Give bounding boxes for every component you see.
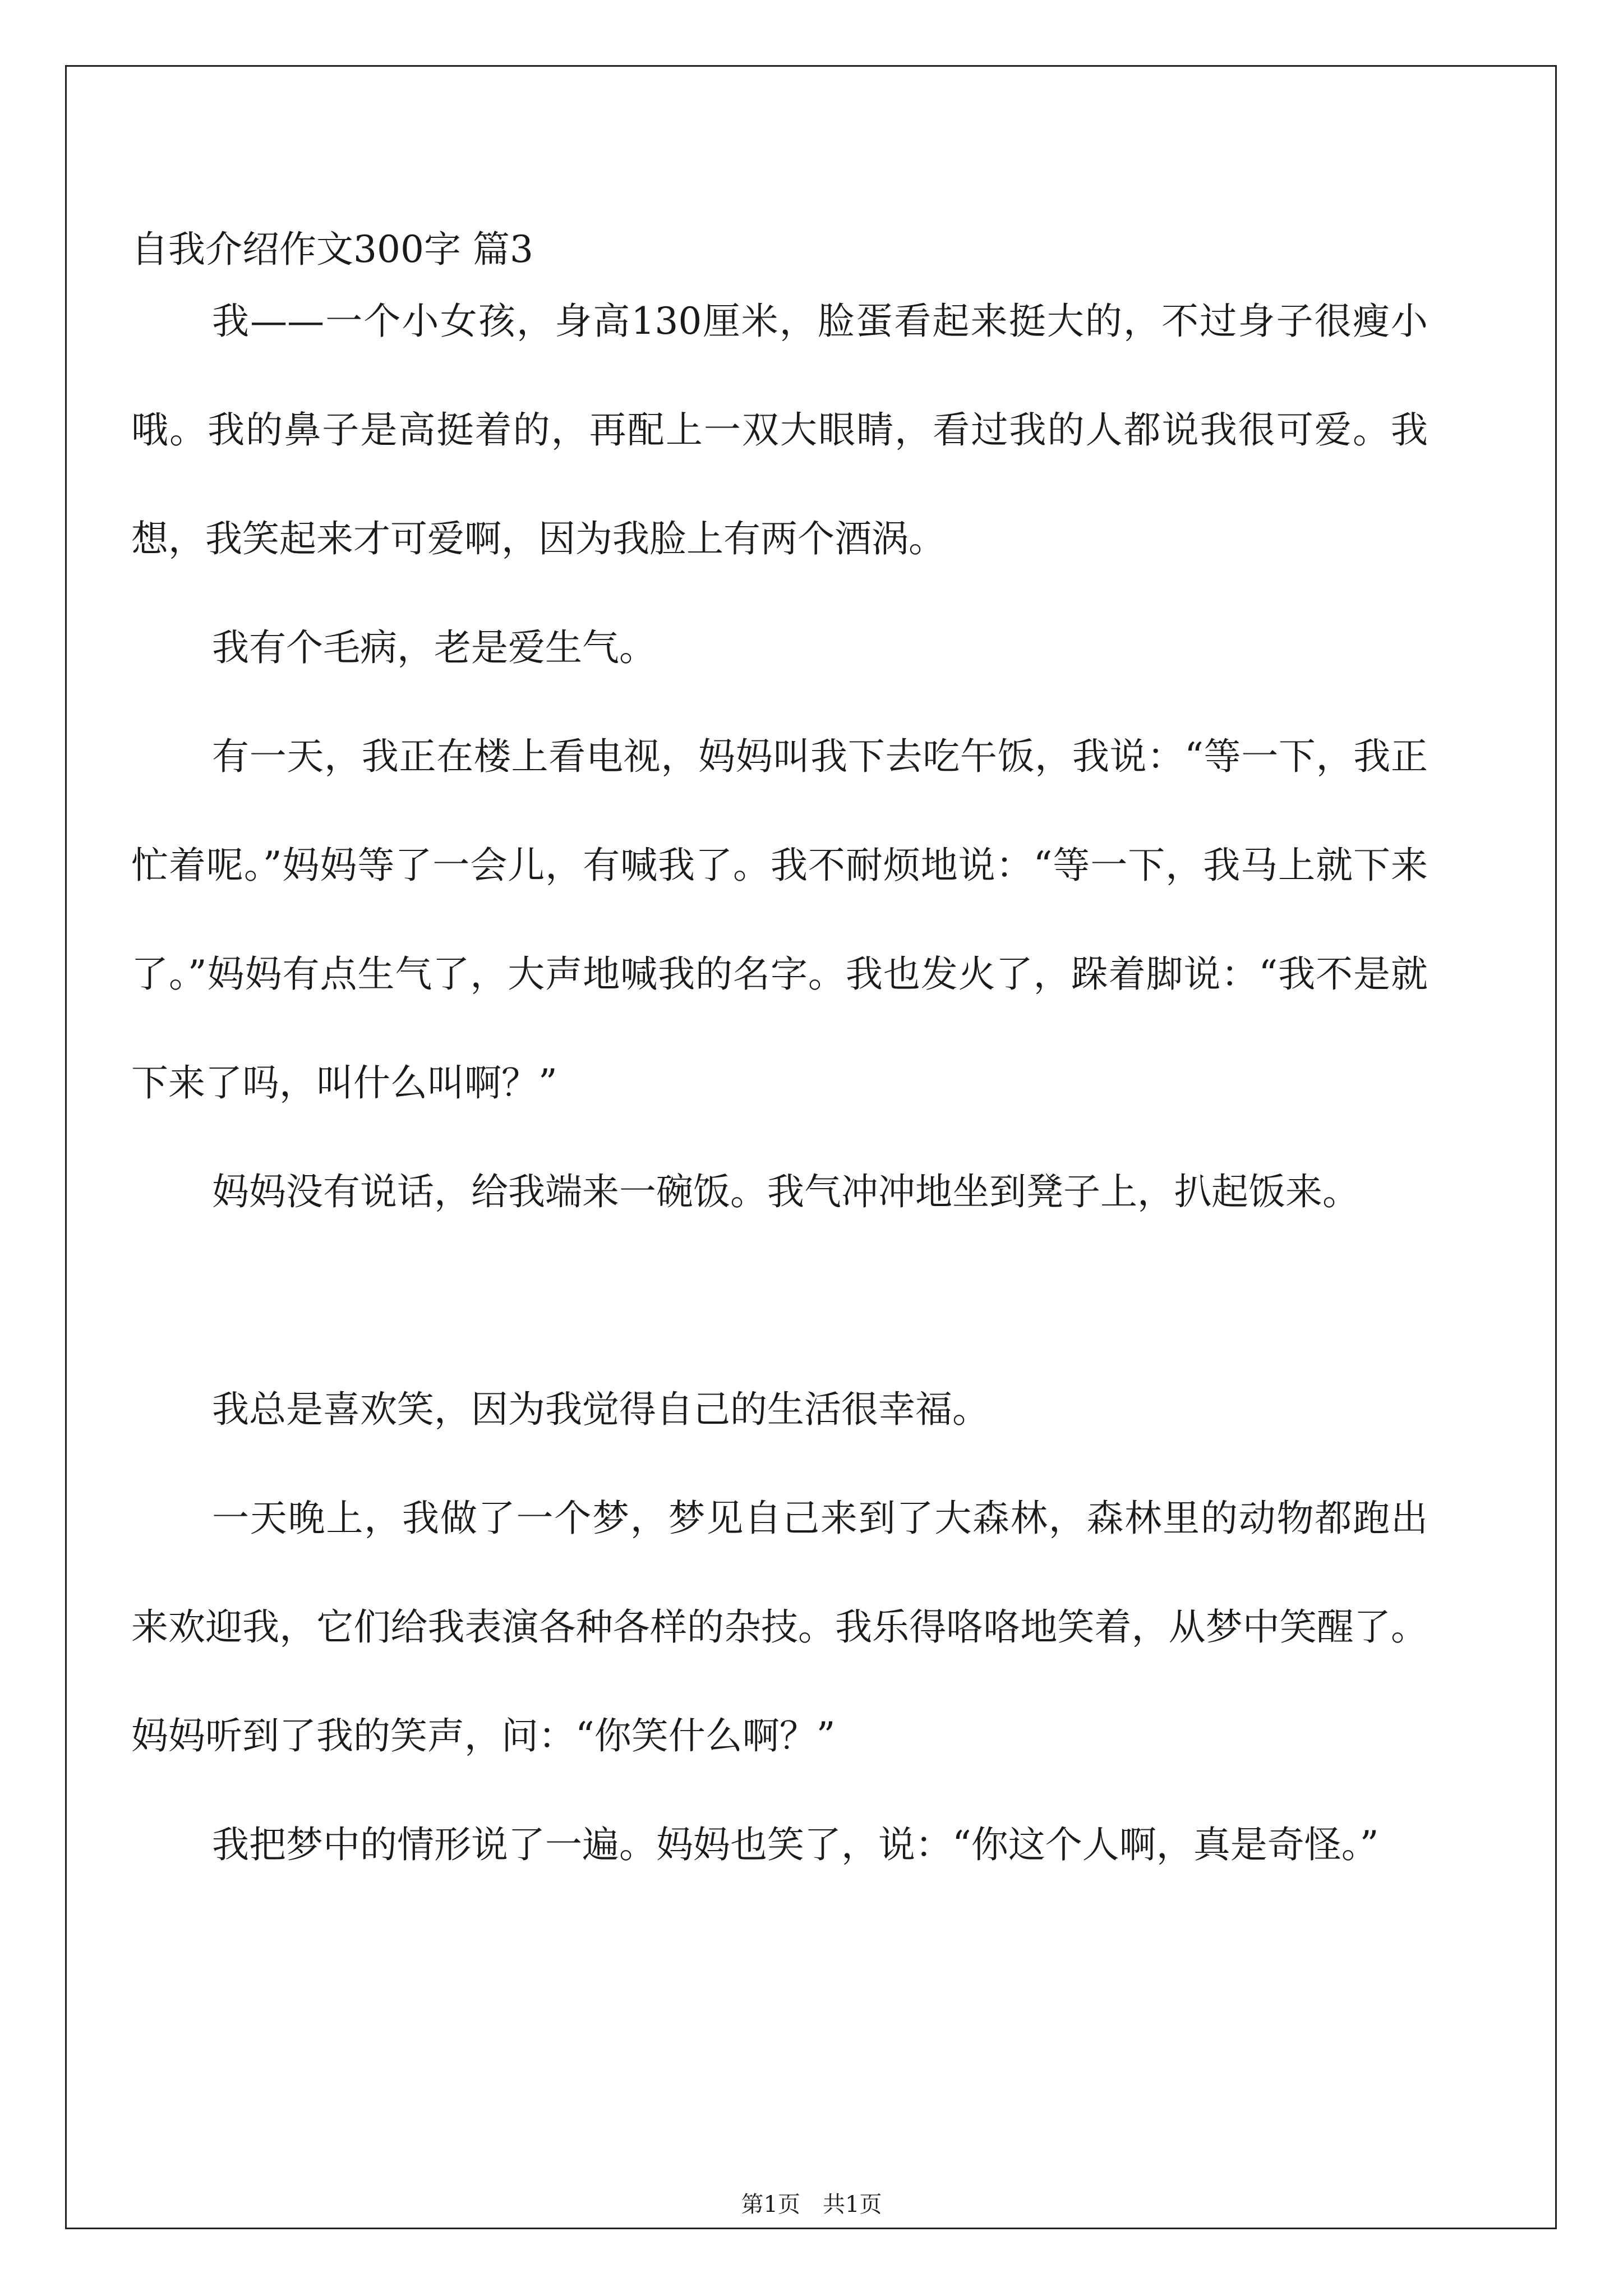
paragraph-4: 妈妈没有说话，给我端来一碗饭。我气冲冲地坐到凳子上，扒起饭来。 bbox=[212, 1170, 1359, 1213]
paragraph-1: 我——一个小女孩，身高130厘米，脸蛋看起来挺大的，不过身子很瘦小哦。我的鼻子是高挺着的，再配上一双大眼睛，看过我的人都说我很可爱。我想，我笑起来才可爱啊，因为我脸上有两个酒涡。 bbox=[131, 300, 1428, 560]
paragraph-5: 我总是喜欢笑，因为我觉得自己的生活很幸福。 bbox=[212, 1388, 989, 1431]
paragraph-7: 我把梦中的情形说了一遍。妈妈也笑了，说：“你这个人啊，真是奇怪。” bbox=[212, 1823, 1379, 1866]
paragraph-6: 一天晚上，我做了一个梦，梦见自己来到了大森林，森林里的动物都跑出来欢迎我，它们给我表演各种各样的杂技。我乐得咯咯地笑着，从梦中笑醒了。妈妈听到了我的笑声，问：“你笑什么啊？” bbox=[131, 1497, 1428, 1757]
paragraph-3: 有一天，我正在楼上看电视，妈妈叫我下去吃午饭，我说：“等一下，我正忙着呢。”妈妈等了一会儿，有喊我了。我不耐烦地说：“等一下，我马上就下来了。”妈妈有点生气了，大声地喊我的名字。我也发火了，跺着脚说：“我不是就下来了吗，叫什么叫啊？” bbox=[131, 735, 1428, 1105]
page-number: 第1页 bbox=[741, 2192, 800, 2217]
page-total: 共1页 bbox=[823, 2192, 882, 2217]
page-footer bbox=[0, 2188, 1623, 2221]
paragraph-2: 我有个毛病，老是爱生气。 bbox=[212, 626, 656, 669]
document-title: 自我介绍作文300字 篇3 bbox=[131, 228, 533, 271]
